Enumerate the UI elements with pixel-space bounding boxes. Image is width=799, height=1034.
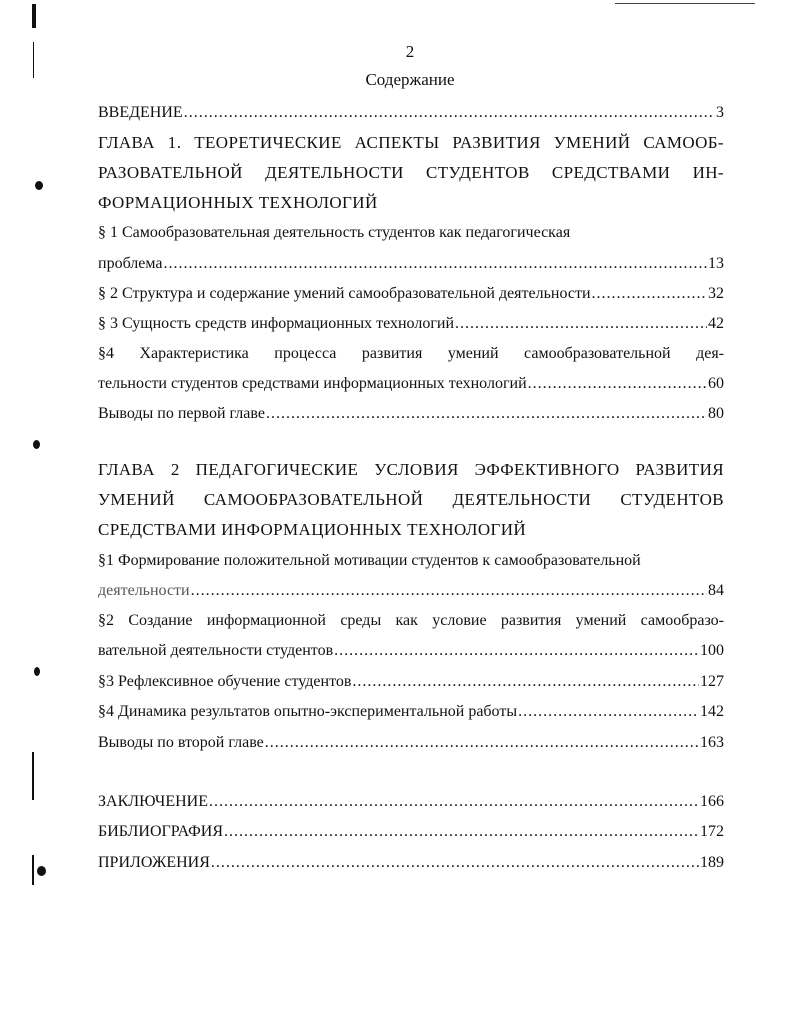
toc-entry-intro bbox=[98, 103, 724, 123]
toc-entry-label: БИБЛИОГРАФИЯ bbox=[98, 823, 224, 840]
scan-edge-mark bbox=[615, 3, 755, 4]
toc-entry-page: 142 bbox=[700, 703, 724, 720]
dot-leader bbox=[265, 733, 699, 753]
toc-entry-ch2-conclusions bbox=[98, 733, 724, 753]
toc-entry-ch1-s2 bbox=[98, 284, 724, 304]
toc-entry-label: Выводы по первой главе bbox=[98, 405, 265, 422]
dot-leader bbox=[528, 374, 707, 394]
toc-entry-page: 189 bbox=[700, 854, 724, 871]
toc-entry-label: деятельности bbox=[98, 582, 190, 599]
toc-entry-page: 3 bbox=[716, 104, 724, 121]
toc-entry-page: 13 bbox=[708, 255, 724, 272]
toc-entry-ch1-s1 bbox=[98, 254, 724, 274]
chapter1-title-line-3: ФОРМАЦИОННЫХ ТЕХНОЛОГИЙ bbox=[98, 193, 378, 212]
toc-entry-page: 166 bbox=[700, 793, 724, 810]
toc-entry-ch1-s3 bbox=[98, 314, 724, 334]
toc-entry-ch1-s4 bbox=[98, 374, 724, 394]
toc-entry-label: § 2 Структура и содержание умений самообразовательной деятельности bbox=[98, 285, 591, 302]
toc-entry-first-line: §4 Характеристика процесса развития умений самообразовательной дея- bbox=[98, 345, 724, 362]
dot-leader bbox=[224, 822, 699, 842]
toc-entry-label: ЗАКЛЮЧЕНИЕ bbox=[98, 793, 208, 810]
dot-leader bbox=[334, 641, 699, 661]
toc-entry-ch1-conclusions bbox=[98, 404, 724, 424]
toc-title: Содержание bbox=[365, 70, 455, 89]
scan-speck bbox=[35, 181, 43, 190]
chapter2-title-line-1: ГЛАВА 2 ПЕДАГОГИЧЕСКИЕ УСЛОВИЯ ЭФФЕКТИВНОГО РАЗВИТИЯ bbox=[98, 460, 724, 479]
dot-leader bbox=[164, 254, 707, 274]
toc-entry-label: вательной деятельности студентов bbox=[98, 642, 334, 659]
toc-entry-label: тельности студентов средствами информационных технологий bbox=[98, 375, 527, 392]
scan-speck bbox=[34, 667, 40, 676]
toc-entry-first-line: §1 Формирование положительной мотивации студентов к самообразовательной bbox=[98, 552, 641, 569]
toc-entry-page: 163 bbox=[700, 734, 724, 751]
toc-entry-ch2-s1 bbox=[98, 581, 724, 601]
dot-leader bbox=[455, 314, 707, 334]
toc-entry-label: §4 Динамика результатов опытно-экспериментальной работы bbox=[98, 703, 518, 720]
toc-entry-page: 100 bbox=[700, 642, 724, 659]
toc-entry-ch2-s3 bbox=[98, 672, 724, 692]
toc-entry-page: 32 bbox=[708, 285, 724, 302]
dot-leader bbox=[209, 792, 699, 812]
dot-leader bbox=[592, 284, 707, 304]
page-number: 2 bbox=[405, 42, 415, 61]
toc-entry-page: 127 bbox=[700, 673, 724, 690]
toc-entry-ch2-s4 bbox=[98, 702, 724, 722]
dot-leader bbox=[266, 404, 707, 424]
toc-entry-page: 42 bbox=[708, 315, 724, 332]
toc-entry-appendices bbox=[98, 853, 724, 873]
scan-edge-mark bbox=[32, 4, 36, 28]
toc-entry-label: § 3 Сущность средств информационных технологий bbox=[98, 315, 454, 332]
chapter2-title-line-2: УМЕНИЙ САМООБРАЗОВАТЕЛЬНОЙ ДЕЯТЕЛЬНОСТИ СТУДЕНТОВ bbox=[98, 490, 724, 509]
toc-entry-page: 172 bbox=[700, 823, 724, 840]
scan-speck bbox=[37, 866, 46, 876]
toc-entry-label: Выводы по второй главе bbox=[98, 734, 264, 751]
dot-leader bbox=[352, 672, 699, 692]
toc-entry-label: §3 Рефлексивное обучение студентов bbox=[98, 673, 352, 690]
toc-entry-page: 84 bbox=[708, 582, 724, 599]
toc-entry-bibliography bbox=[98, 822, 724, 842]
toc-entry-ch2-s2 bbox=[98, 641, 724, 661]
chapter1-title-line-1: ГЛАВА 1. ТЕОРЕТИЧЕСКИЕ АСПЕКТЫ РАЗВИТИЯ УМЕНИЙ САМООБ- bbox=[98, 133, 724, 152]
chapter1-title-line-2: РАЗОВАТЕЛЬНОЙ ДЕЯТЕЛЬНОСТИ СТУДЕНТОВ СРЕДСТВАМИ ИН- bbox=[98, 163, 724, 182]
dot-leader bbox=[184, 103, 715, 123]
toc-entry-conclusion bbox=[98, 792, 724, 812]
toc-entry-label: ПРИЛОЖЕНИЯ bbox=[98, 854, 210, 871]
dot-leader bbox=[211, 853, 699, 873]
toc-entry-first-line: §2 Создание информационной среды как условие развития умений самообразо- bbox=[98, 612, 724, 629]
toc-entry-page: 80 bbox=[708, 405, 724, 422]
toc-entry-label: ВВЕДЕНИЕ bbox=[98, 104, 183, 121]
dot-leader bbox=[191, 581, 707, 601]
scan-edge-mark bbox=[32, 855, 34, 885]
scan-speck bbox=[33, 440, 40, 449]
toc-entry-page: 60 bbox=[708, 375, 724, 392]
dot-leader bbox=[518, 702, 699, 722]
scan-edge-mark bbox=[32, 752, 34, 800]
toc-entry-first-line: § 1 Самообразовательная деятельность студентов как педагогическая bbox=[98, 224, 571, 241]
chapter2-title-line-3: СРЕДСТВАМИ ИНФОРМАЦИОННЫХ ТЕХНОЛОГИЙ bbox=[98, 520, 527, 539]
toc-entry-label: проблема bbox=[98, 255, 163, 272]
